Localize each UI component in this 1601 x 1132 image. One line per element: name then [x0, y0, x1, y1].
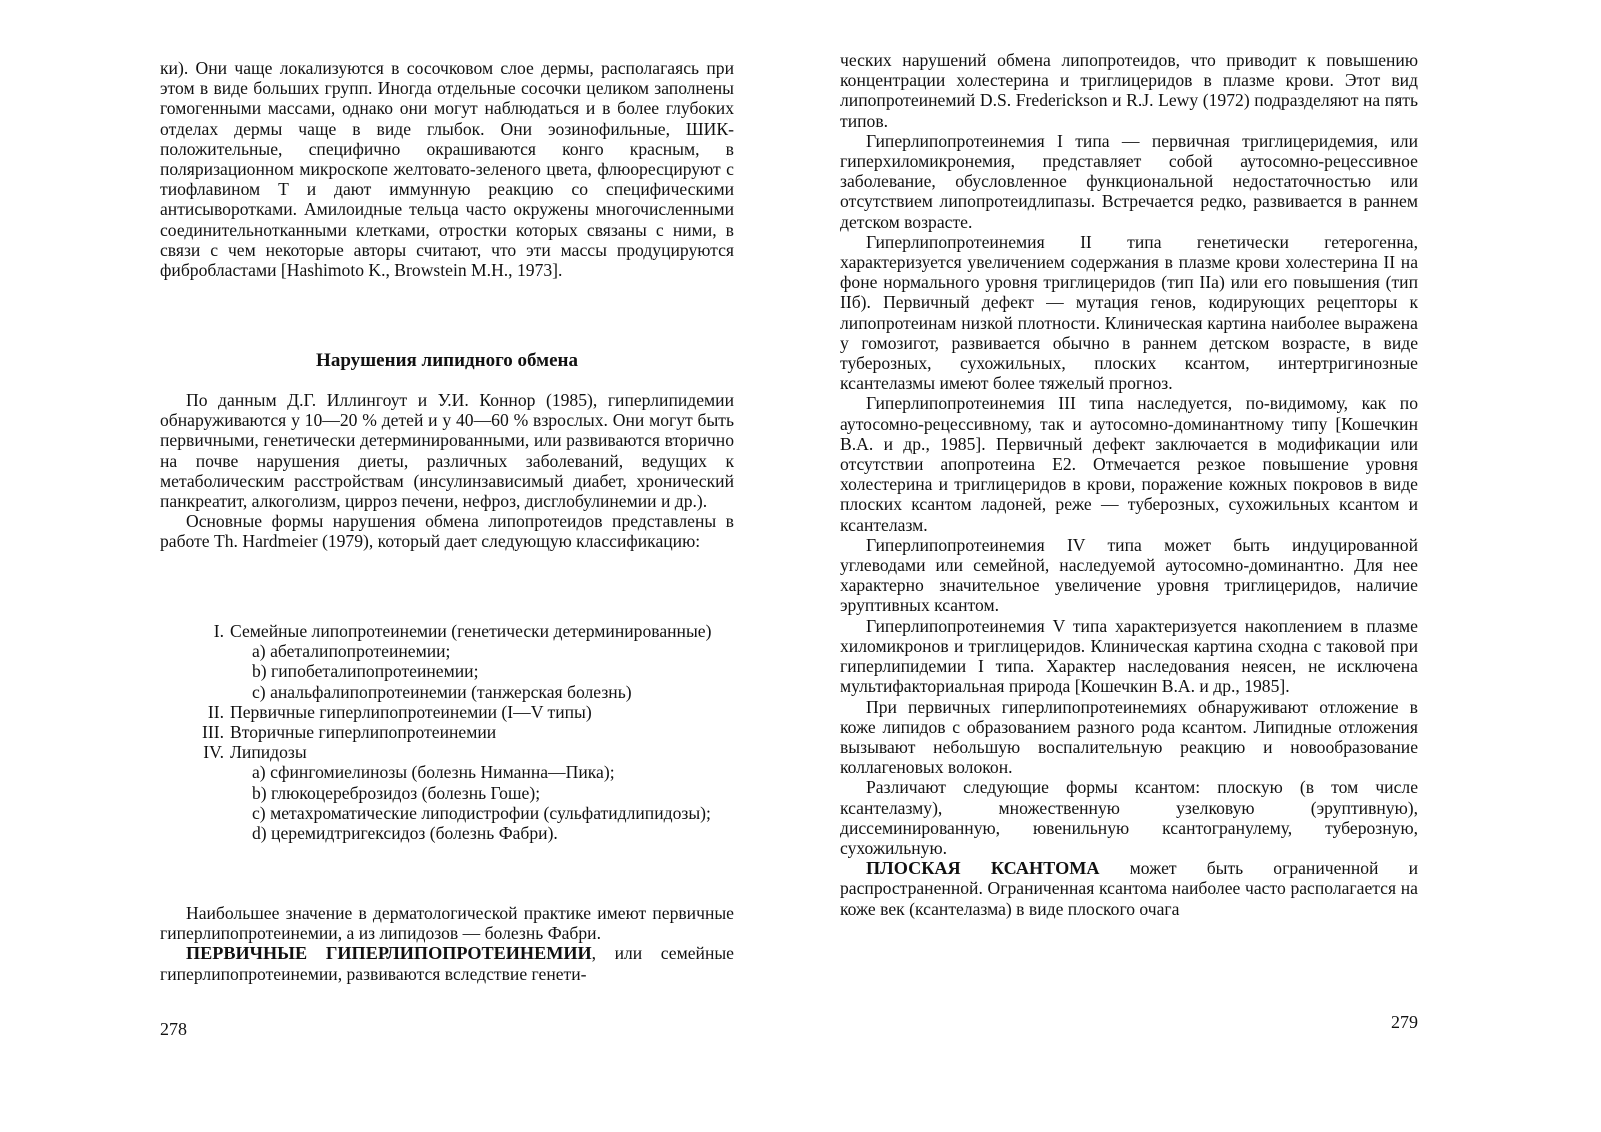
- left-text-middle: [160, 390, 734, 552]
- page-number-left: 278: [160, 1019, 187, 1039]
- right-paragraph-type-3: Гиперлипопротеинемия III типа наследуется, по-видимому, как по аутосомно-рецессивному, так и аутосомно-доминантному типу [Кошечкин В.А. и др., 1985]. Первичный дефект заключается в модификации или отсутствии апопротеина Е2. Отмечается резкое повышение уровня холестерина и триглицеридов в крови, поражение кожных покровов в виде плоских ксантом ладоней, реже — туберозных, сухожильных ксантом и ксантелазм.: [840, 393, 1418, 535]
- left-text-top: [160, 58, 734, 280]
- list-item: I. Семейные липопротеинемии (генетически детерминированные): [213, 621, 712, 641]
- right-paragraph-xanthoma-forms: Различают следующие формы ксантом: плоскую (в том числе ксантелазму), множественную узелковую (эруптивную), диссеминированную, ювенильную ксантогранулему, туберозную, сухожильную.: [840, 777, 1418, 858]
- left-text-bottom: [160, 903, 734, 984]
- list-item: d) церемидтригексидоз (болезнь Фабри).: [252, 823, 558, 844]
- list-item: IV. Липидозы: [203, 742, 307, 763]
- left-paragraph-forms: Основные формы нарушения обмена липопротеидов представлены в работе Th. Hardmeier (1979), который дает следующую классификацию:: [160, 511, 734, 552]
- left-paragraph-primary: ПЕРВИЧНЫЕ ГИПЕРЛИПОПРОТЕИНЕМИИ, или семейные гиперлипопротеинемии, развиваются вследствие генети-: [160, 943, 734, 984]
- list-item: c) анальфалипопротеинемии (танжерская болезнь): [252, 681, 632, 702]
- list-item: а) абеталипопротеинемии;: [252, 641, 451, 662]
- left-paragraph-amyloid: ки). Они чаще локализуются в сосочковом слое дермы, располагаясь при этом в виде больших групп. Иногда отдельные сосочки целиком заполнены гомогенными массами, однако они могут наблюдаться и в более глубоких отделах дермы чаще в виде глыбок. Они эозинофильные, ШИК-положительные, специфично окрашиваются конго красным, в поляризационном микроскопе желтовато-зеленого цвета, флюоресцируют с тиофлавином Т и дают иммунную реакцию со специфическими антисыворотками. Амилоидные тельца часто окружены многочисленными соединительнотканными клетками, отростки которых связаны с ними, в связи с чем некоторые авторы считают, что эти массы продуцируются фибробластами [Hashimoto K., Browstein M.H., 1973].: [160, 58, 734, 281]
- right-paragraph-type-4: Гиперлипопротеинемия IV типа может быть индуцированной углеводами или семейной, наследуемой аутосомно-доминантно. Для нее характерно значительное увеличение уровня триглицеридов, наличие эруптивных ксантом.: [840, 534, 1418, 616]
- right-paragraph-flat-xanthoma: ПЛОСКАЯ КСАНТОМА может быть ограниченной и распространенной. Ограниченная ксантома наиболее часто располагается на коже век (ксантелазма) в виде плоского очага: [840, 858, 1419, 919]
- left-paragraph-hyperlipidemia: По данным Д.Г. Иллингоут и У.И. Коннор (1985), гиперлипидемии обнаруживаются у 10—20 % детей и у 40—60 % взрослых. Они могут быть первичными, генетически детерминированными, или развиваются вторично на почве нарушения диеты, различных заболеваний, ведущих к метаболическим расстройствам (инсулинзависимый диабет, хронический панкреатит, алкоголизм, цирроз печени, нефроз, дисглобулинемии и др.).: [160, 390, 734, 512]
- right-paragraph-type-2: Гиперлипопротеинемия II типа генетически гетерогенна, характеризуется увеличением содержания в плазме крови холестерина II на фоне нормального уровня триглицеридов (тип IIa) или его повышения (тип IIб). Первичный дефект — мутация генов, кодирующих рецепторы к липопротеинам низкой плотности. Клиническая картина наиболее выражена у гомозигот, развивается обычно в раннем детском возрасте, в виде туберозных, сухожильных, плоских ксантом, интертригинозные ксантелазмы имеют более тяжелый прогноз.: [840, 231, 1418, 394]
- right-text: [840, 50, 1418, 919]
- right-paragraph-deposits: При первичных гиперлипопротеинемиях обнаруживают отложение в коже липидов с образованием разного рода ксантом. Липидные отложения вызывают небольшую воспалительную реакцию и новообразование коллагеновых волокон.: [840, 696, 1418, 778]
- list-item: c) метахроматические липодистрофии (сульфатидлипидозы);: [252, 802, 711, 823]
- right-paragraph-intro: ческих нарушений обмена липопротеидов, что приводит к повышению концентрации холестерина и триглицеридов в плазме крови. Этот вид липопротеинемий D.S. Frederickson и R.J. Lewy (1972) подразделяют на пять типов.: [840, 50, 1418, 131]
- list-item: b) гипобеталипопротеинемии;: [252, 661, 479, 682]
- flat-xanthoma-caps: ПЛОСКАЯ КСАНТОМА: [866, 858, 1100, 879]
- section-heading: Нарушения липидного обмена: [316, 350, 578, 371]
- left-paragraph-significance: Наибольшее значение в дерматологической практике имеют первичные гиперлипопротеинемии, а из липидозов — болезнь Фабри.: [160, 903, 734, 944]
- classification-list: [160, 621, 734, 843]
- right-paragraph-type-1: Гиперлипопротеинемия I типа — первичная триглицеридемия, или гиперхиломикронемия, представляет собой аутосомно-рецессивное заболевание, обусловленное функциональной недостаточностью или отсутствием липопротеидлипазы. Встречается редко, развивается в раннем детском возрасте.: [840, 130, 1418, 232]
- list-item: b) глюкоцереброзидоз (болезнь Гоше);: [252, 782, 541, 803]
- primary-hlp-caps: ПЕРВИЧНЫЕ ГИПЕРЛИПОПРОТЕИНЕМИИ: [186, 943, 592, 964]
- right-page: [840, 0, 1418, 1132]
- left-page: [160, 0, 734, 1132]
- page-number-right: 279: [1391, 1012, 1418, 1032]
- list-item: а) сфингомиелинозы (болезнь Ниманна—Пика);: [252, 762, 615, 783]
- right-paragraph-type-5: Гиперлипопротеинемия V типа характеризуется накоплением в плазме хиломикронов и триглицеридов. Клиническая картина сходна с таковой при гиперлипидемии I типа. Характер наследования неясен, не исключена мультифакториальная природа [Кошечкин В.А. и др., 1985].: [840, 615, 1418, 697]
- list-item: III. Вторичные гиперлипопротеинемии: [202, 722, 497, 743]
- list-item: II. Первичные гиперлипопротеинемии (I—V типы): [207, 701, 592, 722]
